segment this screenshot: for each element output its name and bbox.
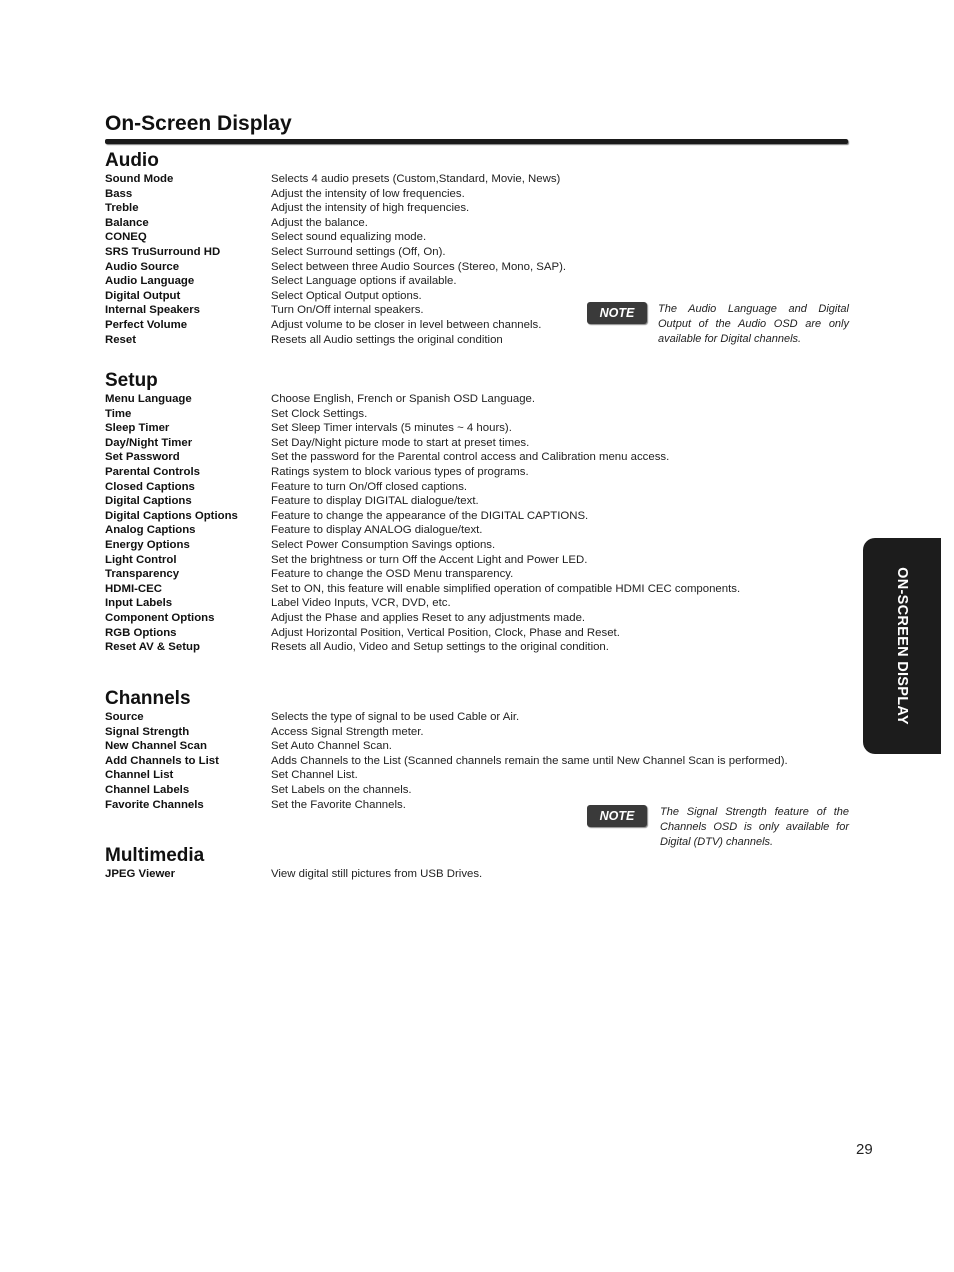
setting-label: Set Password	[105, 451, 180, 464]
setting-description: Adjust volume to be closer in level between channels.	[271, 318, 542, 331]
setting-label: Internal Speakers	[105, 304, 200, 317]
setting-description: Ratings system to block various types of programs.	[271, 465, 529, 478]
setting-label: Transparency	[105, 568, 180, 581]
setting-label: Balance	[105, 216, 149, 229]
setting-description: Selects the type of signal to be used Cable or Air.	[271, 711, 520, 723]
setting-label: Input Labels	[105, 597, 173, 610]
setting-row	[105, 596, 845, 611]
setting-description: Adjust the balance.	[271, 216, 368, 229]
setting-label: Audio Source	[105, 260, 180, 273]
channels-settings-list	[105, 710, 845, 812]
setting-label: Digital Captions Options	[105, 509, 238, 522]
setting-description: Choose English, French or Spanish OSD Language.	[271, 393, 536, 405]
setting-row	[105, 611, 845, 626]
setting-row	[105, 509, 845, 524]
side-tab-label: ON-SCREEN DISPLAY	[894, 567, 910, 725]
setting-label: Channel List	[105, 769, 174, 782]
setting-label: Reset	[105, 333, 137, 346]
setting-description: Adjust Horizontal Position, Vertical Position, Clock, Phase and Reset.	[271, 626, 620, 639]
setting-row	[105, 710, 845, 725]
setting-description: Selects 4 audio presets (Custom,Standard, Movie, News)	[271, 173, 561, 185]
setting-label: Digital Captions	[105, 495, 192, 508]
setting-label: Energy Options	[105, 538, 190, 551]
audio-heading: Audio	[105, 150, 159, 171]
setting-label: Sound Mode	[105, 173, 174, 185]
setting-row	[105, 436, 845, 451]
setting-row	[105, 768, 845, 783]
setting-label: Signal Strength	[105, 725, 190, 738]
setting-description: Set Auto Channel Scan.	[271, 740, 392, 753]
setting-label: Menu Language	[105, 393, 192, 405]
setting-description: Set the password for the Parental control access and Calibration menu access.	[271, 451, 670, 464]
setting-label: Reset AV & Setup	[105, 641, 200, 654]
setting-label: Bass	[105, 187, 133, 200]
setup-heading: Setup	[105, 370, 158, 391]
setting-description: Feature to change the OSD Menu transparency.	[271, 568, 514, 581]
setting-label: Parental Controls	[105, 465, 200, 478]
note-text: The Signal Strength feature of the Channels OSD is only available for Digital (DTV) channels.	[660, 806, 849, 848]
setting-row	[105, 523, 845, 538]
page-title: On-Screen Display	[105, 112, 292, 135]
setup-section	[105, 370, 845, 655]
setting-row	[105, 450, 845, 465]
setting-description: Label Video Inputs, VCR, DVD, etc.	[271, 597, 451, 610]
multimedia-section	[105, 845, 845, 882]
setting-row	[105, 640, 845, 655]
setting-label: Digital Output	[105, 289, 181, 302]
setting-row	[105, 494, 845, 509]
setting-row	[105, 480, 845, 495]
setting-description: Select between three Audio Sources (Stereo, Mono, SAP).	[271, 260, 567, 273]
note-badge: NOTE	[587, 805, 647, 827]
setting-description: Select Surround settings (Off, On).	[271, 245, 446, 258]
setting-label: SRS TruSurround HD	[105, 245, 221, 258]
setting-label: Treble	[105, 202, 139, 215]
setting-row	[105, 187, 845, 202]
setting-description: Set to ON, this feature will enable simplified operation of compatible HDMI CEC components.	[271, 582, 741, 595]
setting-label: Sleep Timer	[105, 422, 170, 435]
setting-description: Resets all Audio, Video and Setup settings to the original condition.	[271, 641, 609, 654]
setting-row	[105, 172, 845, 187]
setting-description: View digital still pictures from USB Drives.	[271, 868, 483, 880]
setting-label: New Channel Scan	[105, 740, 207, 753]
setting-description: Set Channel List.	[271, 769, 358, 782]
setting-description: Adjust the Phase and applies Reset to any adjustments made.	[271, 611, 586, 624]
setting-description: Set Day/Night picture mode to start at preset times.	[271, 436, 530, 449]
setting-row	[105, 274, 845, 289]
setting-description: Set the brightness or turn Off the Accent Light and Power LED.	[271, 553, 588, 566]
setting-description: Set Sleep Timer intervals (5 minutes ~ 4 hours).	[271, 422, 512, 435]
setting-label: Perfect Volume	[105, 318, 188, 331]
setting-label: Day/Night Timer	[105, 436, 193, 449]
setting-description: Adjust the intensity of high frequencies.	[271, 202, 470, 215]
setting-label: Closed Captions	[105, 480, 195, 493]
setting-row	[105, 260, 845, 275]
setting-label: HDMI-CEC	[105, 582, 162, 595]
setting-row	[105, 230, 845, 245]
setting-description: Feature to display DIGITAL dialogue/text.	[271, 495, 479, 508]
page-number: 29	[856, 1141, 873, 1158]
setting-row	[105, 407, 845, 422]
setting-description: Feature to display ANALOG dialogue/text.	[271, 524, 483, 537]
setting-row	[105, 582, 845, 597]
setting-row	[105, 725, 845, 740]
setting-description: Select Language options if available.	[271, 275, 457, 288]
setting-label: Analog Captions	[105, 524, 196, 537]
setting-label: JPEG Viewer	[105, 868, 176, 880]
channels-note	[587, 805, 849, 849]
setting-label: Time	[105, 407, 132, 420]
section-side-tab	[863, 538, 941, 754]
multimedia-settings-list	[105, 867, 845, 882]
setting-label: Light Control	[105, 553, 177, 566]
audio-note	[587, 302, 849, 346]
setting-description: Select Power Consumption Savings options.	[271, 538, 496, 551]
setting-description: Adjust the intensity of low frequencies.	[271, 187, 465, 200]
setting-description: Set Labels on the channels.	[271, 783, 412, 796]
setting-description: Select sound equalizing mode.	[271, 231, 427, 244]
setting-description: Feature to change the appearance of the DIGITAL CAPTIONS.	[271, 509, 589, 522]
setting-row	[105, 245, 845, 260]
setting-description: Select Optical Output options.	[271, 289, 422, 302]
channels-section	[105, 688, 845, 812]
setting-row	[105, 754, 845, 769]
setting-row	[105, 567, 845, 582]
setting-row	[105, 392, 845, 407]
setting-label: Audio Language	[105, 275, 195, 288]
setting-row	[105, 216, 845, 231]
setting-row	[105, 739, 845, 754]
setting-row	[105, 465, 845, 480]
setting-row	[105, 553, 845, 568]
setting-row	[105, 538, 845, 553]
channels-heading: Channels	[105, 688, 191, 709]
setting-row	[105, 867, 845, 882]
note-text: The Audio Language and Digital Output of the Audio OSD are only available for Digital channels.	[658, 303, 849, 345]
setting-description: Adds Channels to the List (Scanned channels remain the same until New Channel Scan is performed).	[271, 754, 788, 767]
note-badge: NOTE	[587, 302, 647, 324]
setting-label: Channel Labels	[105, 783, 190, 796]
title-divider	[105, 139, 848, 144]
setting-description: Feature to turn On/Off closed captions.	[271, 480, 468, 493]
multimedia-heading: Multimedia	[105, 845, 205, 866]
setting-description: Resets all Audio settings the original condition	[271, 333, 503, 346]
setting-row	[105, 783, 845, 798]
setting-description: Set the Favorite Channels.	[271, 798, 406, 811]
setting-label: RGB Options	[105, 626, 177, 639]
setup-settings-list	[105, 392, 845, 655]
setting-row	[105, 201, 845, 216]
setting-label: Source	[105, 711, 144, 723]
setting-label: Add Channels to List	[105, 754, 219, 767]
setting-label: Component Options	[105, 611, 215, 624]
setting-description: Set Clock Settings.	[271, 407, 368, 420]
setting-row	[105, 421, 845, 436]
setting-label: Favorite Channels	[105, 798, 204, 811]
setting-label: CONEQ	[105, 231, 147, 244]
setting-description: Turn On/Off internal speakers.	[271, 304, 424, 317]
setting-description: Access Signal Strength meter.	[271, 725, 424, 738]
setting-row	[105, 626, 845, 641]
